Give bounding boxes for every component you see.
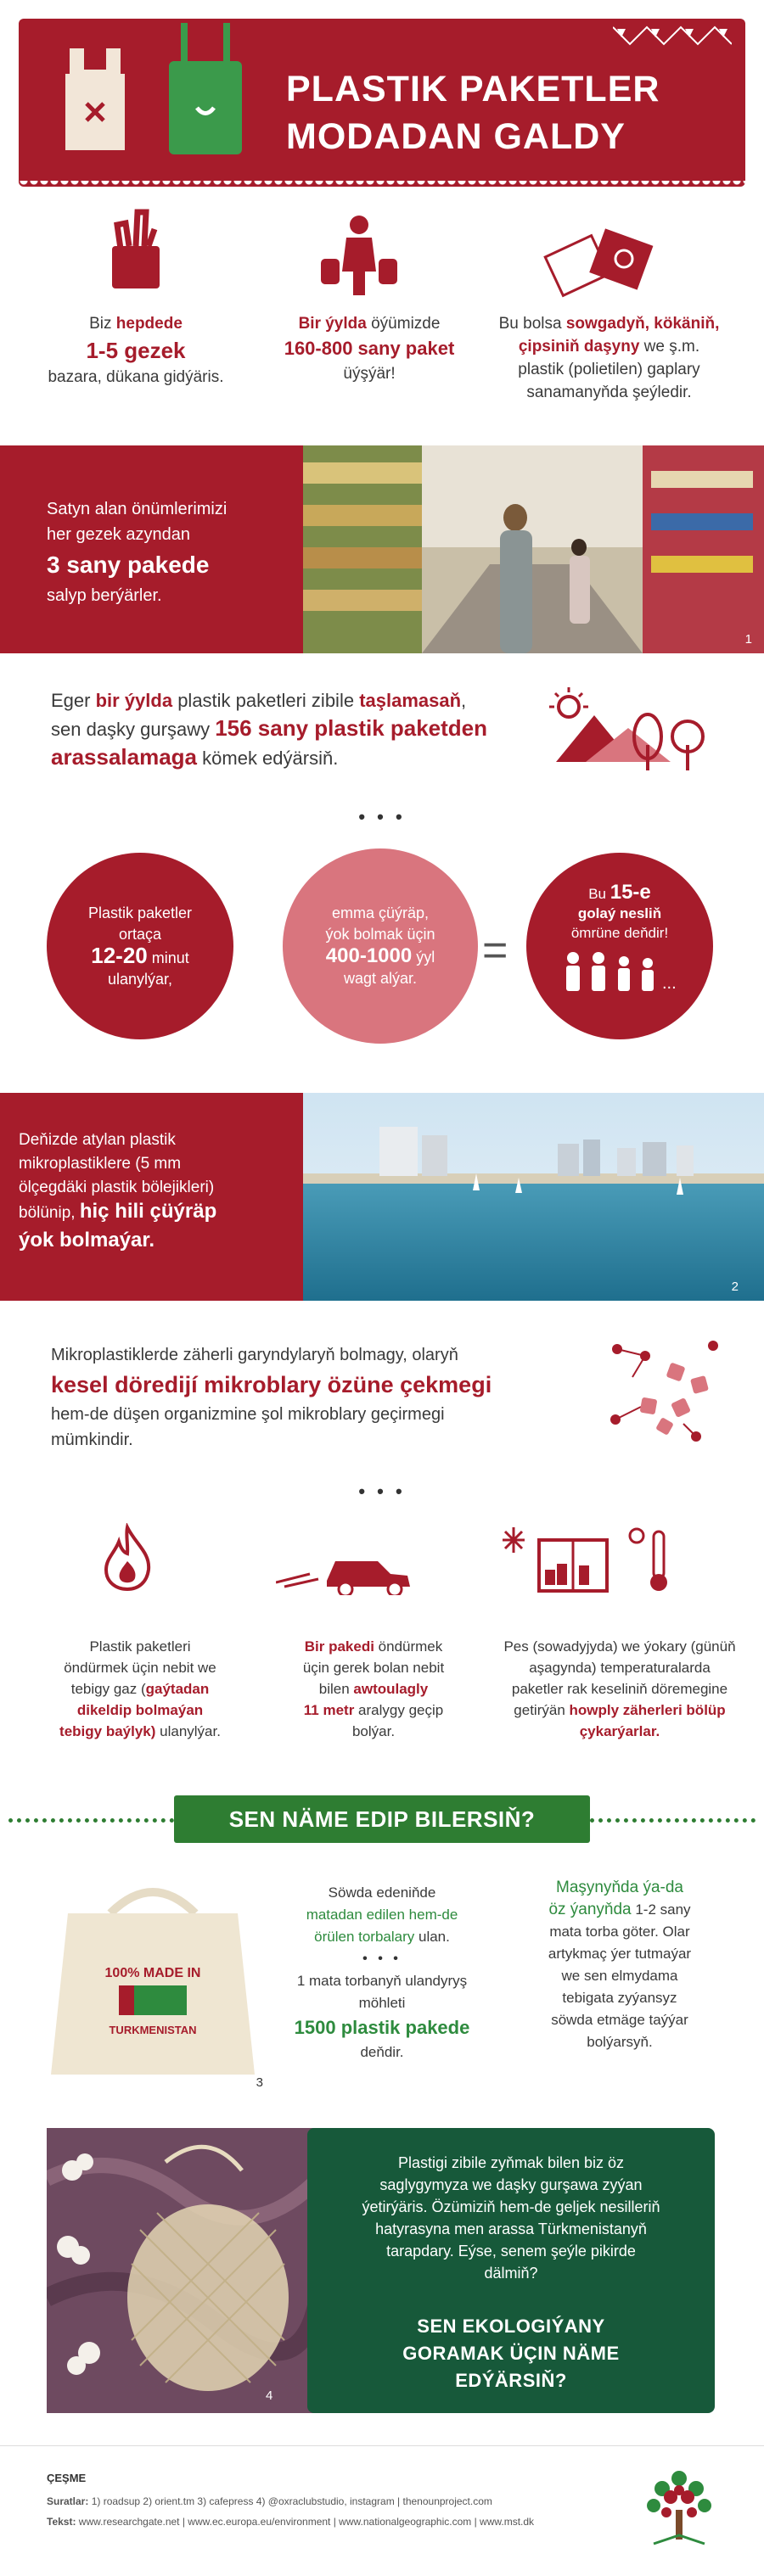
- divider-dots: • • •: [358, 1481, 406, 1502]
- photo-number: 1: [744, 632, 752, 647]
- family-people-icon: [556, 949, 683, 1000]
- tree-logo-icon: [637, 2463, 722, 2552]
- microplastic-particles-icon: [607, 1339, 726, 1445]
- header-banner: [19, 19, 745, 187]
- sea-city-photo: [303, 1093, 764, 1301]
- fact-temperature: Pes (sowadyjyda) we ýokary (günüň aşagynda) temperaturalarda paketler rak keseliniň döremegine getirýän howply zäherleri bölüp çykarýarlar.: [503, 1638, 736, 1739]
- mesh-bag-photo: [47, 2128, 318, 2413]
- supermarket-photo: [303, 445, 764, 653]
- equals-sign: =: [482, 926, 508, 975]
- sources-footer: [0, 2445, 764, 2576]
- stat-yearly: Bir ýylda öýümizde 160-800 sany paket üýşýär!: [284, 315, 455, 383]
- plastic-bag-crossed-icon: [57, 31, 133, 159]
- bunting-decoration: [613, 19, 732, 53]
- action-banner-label: SEN NÄME EDIP BILERSIŇ?: [174, 1795, 590, 1843]
- usage-time-circle: Plastik paketler ortaça 12-20 minut ulanylýar,: [47, 853, 233, 1039]
- photo-number: 4: [266, 2388, 273, 2403]
- footer-text-sources: Tekst: www.researchgate.net | www.ec.europa.eu/environment | www.nationalgeographic.com | www.mst.dk: [47, 2516, 535, 2528]
- grocery-bag-icon: [102, 208, 170, 293]
- fact-gas: Plastik paketleri öndürmek üçin nebit we tebigy gaz (gaýtadan dikeldip bolmaýan tebigy baýlyk) ulanylýar.: [59, 1638, 221, 1739]
- gas-flame-icon: [98, 1523, 157, 1591]
- car-icon: [276, 1548, 420, 1595]
- photo-number: 2: [731, 1280, 739, 1294]
- cloth-bag-smile-icon: [159, 19, 252, 163]
- fact-car: Bir pakedi öndürmek üçin gerek bolan nebit bilen awtoulagly 11 metr aralygy geçip bolýar.: [302, 1638, 445, 1739]
- packages-gift-icon: [543, 219, 662, 304]
- action-banner: [0, 1772, 764, 1865]
- photo-number: 3: [256, 2075, 263, 2090]
- bag-text-made-in: 100% MADE IN: [104, 1966, 201, 1980]
- call-to-action-panel: Plastigi zibile zyňmak bilen biz öz saglygymyza we daşky gurşawa zyýan ýetirýäris. Özümiziň hem-de geljek nesilleriň hatyrasyna men arassa Türkmenistanyň tarapdary. Eýse, senem şeýle pikirde dälmiň? SEN EKOLOGIÝANY GORAMAK ÜÇIN NÄME EDÝÄRSIŇ?: [307, 2128, 715, 2413]
- divider-dots: • • •: [358, 806, 406, 827]
- page-title: PLASTIK PAKETLER MODADAN GALDY: [286, 69, 660, 157]
- buy-text-panel: Satyn alan önümlerimizi her gezek azyndan 3 sany pakede salyp berýärler.: [0, 445, 303, 653]
- generations-circle: Bu 15-e golaý nesliň ömrüne deňdir! ...: [526, 853, 713, 1039]
- sea-text-panel: Deňizde atylan plastik mikroplastiklere (5 mm ölçegdäki plastik bölejikleri) bölünip, hiç hili çüýräp ýok bolmaýar.: [0, 1093, 303, 1301]
- stat-packaging: Bu bolsa sowgadyň, kökäniň, çipsiniň daşyny we ş.m. plastik (polietilen) gaplary sanamanyňda şeýledir.: [498, 315, 720, 401]
- save-statement: Eger bir ýylda plastik paketleri zibile taşlamasaň, sen daşky gurşawy 156 sany plastik paketden arassalamaga kömek edýärsiň.: [51, 690, 488, 770]
- fridge-temperature-icon: [501, 1523, 671, 1595]
- stat-frequency: Biz hepdede 1-5 gezek bazara, dükana gidýäris.: [48, 315, 224, 386]
- nature-landscape-icon: [548, 686, 717, 787]
- eco-question: SEN EKOLOGIÝANY GORAMAK ÜÇIN NÄME EDÝÄRSIŇ?: [402, 2316, 620, 2391]
- decay-time-circle: emma çüýräp, ýok bolmak üçin 400-1000 ýyl wagt alýar.: [283, 848, 478, 1044]
- footer-photos: Suratlar: 1) roadsup 2) orient.tm 3) cafepress 4) @oxraclubstudio, instagram | thenounproject.com: [47, 2495, 492, 2507]
- microplastic-statement: Mikroplastiklerde zäherli garyndylaryň bolmagy, olaryň kesel döredijí mikroblary özüne çekmegi hem-de düşen organizmine şol mikroblary geçirmegi mümkindir.: [51, 1346, 492, 1449]
- bag-text-turkmenistan: TURKMENISTAN: [109, 2024, 197, 2036]
- person-with-bags-icon: [312, 212, 406, 297]
- tote-bag-photo: [42, 1879, 263, 2100]
- ellipsis-text: ...: [662, 974, 677, 993]
- cloth-bag-tip: Söwda edeniňde matadan edilen hem-de örülen torbalary ulan. • • • 1 mata torbanyň ulandyryş möhleti 1500 plastik pakede deňdir.: [294, 1884, 470, 2060]
- footer-heading: ÇEŞME: [47, 2472, 87, 2484]
- carry-bag-tip: Maşynyňda ýa-da öz ýanyňda 1-2 sany mata torba göter. Olar artykmaç ýer tutmaýar we sen elmydama tebigata zyýansyz söwda etmäge taýýar bolýarsyň.: [548, 1879, 692, 2050]
